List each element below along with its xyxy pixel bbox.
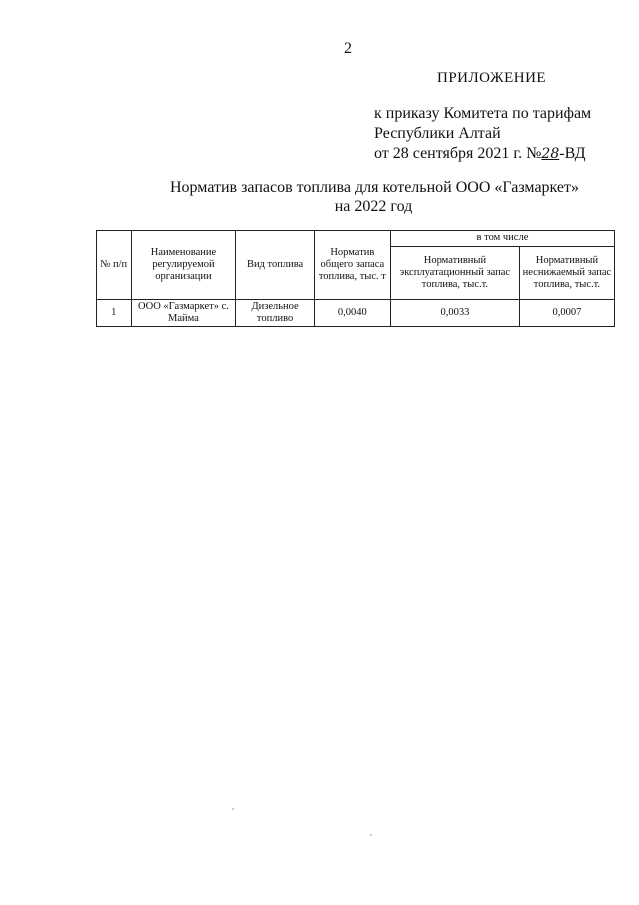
header-fuel-type: Вид топлива	[236, 231, 314, 300]
order-reference	[374, 104, 591, 164]
header-total: Норматив общего запаса топлива, тыс. т	[314, 231, 390, 300]
appendix-title: ПРИЛОЖЕНИЕ	[437, 70, 547, 86]
document-title-line1: Норматив запасов топлива для котельной ООО «Газмаркет»	[169, 179, 580, 196]
cell-total: 0,0040	[314, 300, 390, 327]
document-title	[0, 178, 639, 216]
order-ref-line3	[374, 144, 591, 164]
header-operational: Нормативный эксплуатационный запас топлива, тыс.т.	[390, 246, 519, 299]
cell-operational: 0,0033	[390, 300, 519, 327]
fuel-norms-table	[96, 230, 615, 327]
order-date: от 28 сентября 2021 г. №	[374, 145, 542, 162]
cell-num: 1	[97, 300, 132, 327]
page-number: 2	[344, 40, 352, 57]
cell-organization: ООО «Газмаркет» с. Майма	[131, 300, 236, 327]
cell-min-reserve: 0,0007	[519, 300, 614, 327]
table-header-row	[97, 231, 615, 247]
table-row	[97, 300, 615, 327]
scan-speck	[370, 834, 372, 836]
header-num: № п/п	[97, 231, 132, 300]
header-including: в том числе	[390, 231, 614, 247]
order-number-handwritten: 28	[541, 146, 560, 162]
order-ref-line1: к приказу Комитета по тарифам	[374, 105, 592, 122]
document-title-line2: на 2022 год	[334, 198, 413, 215]
scan-speck	[232, 808, 234, 810]
order-suffix: -ВД	[559, 145, 586, 162]
header-min-reserve: Нормативный неснижаемый запас топлива, тыс.т.	[519, 246, 614, 299]
header-organization: Наименование регулируемой организации	[131, 231, 236, 300]
cell-fuel-type: Дизельное топливо	[236, 300, 314, 327]
order-ref-line2: Республики Алтай	[374, 125, 501, 142]
